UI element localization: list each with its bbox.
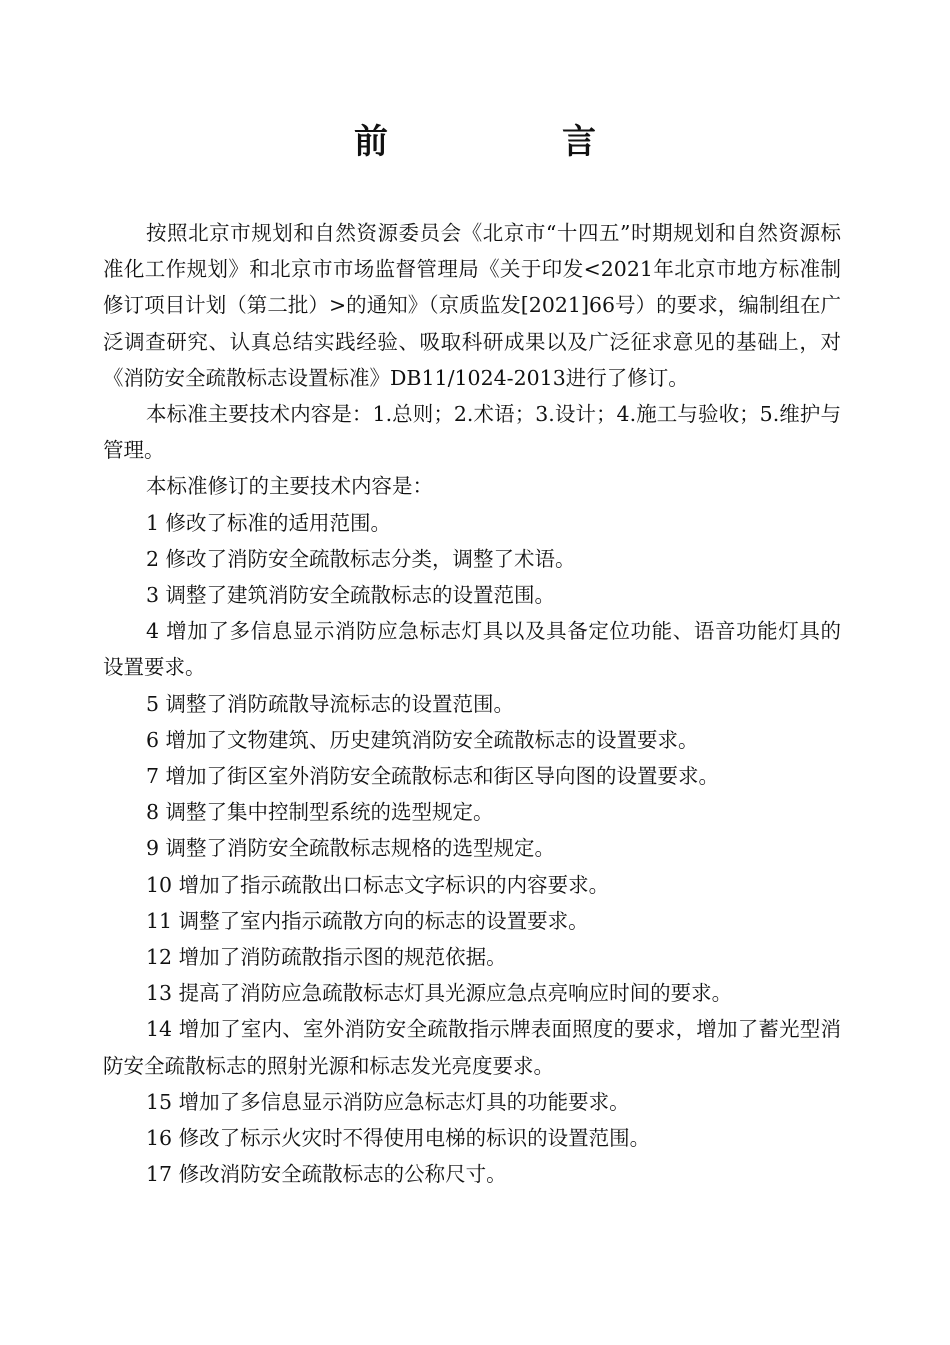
intro-paragraph: 按照北京市规划和自然资源委员会《北京市“十四五”时期规划和自然资源标准化工作规划》和北京市市场监督管理局《关于印发<2021年北京市地方标准制修订项目计划（第二批）>的通知》（京质监发[2021]66号）的要求，编制组在广泛调查研究、认真总结实践经验、吸取科研成果以及广泛征求意见的基础上，对《消防安全疏散标志设置标准》DB11/1024-2013进行了修订。 [103, 221, 841, 390]
revision-item: 12 增加了消防疏散指示图的规范依据。 [146, 945, 507, 970]
revision-item: 11 调整了室内指示疏散方向的标志的设置要求。 [146, 908, 589, 933]
main-content-paragraph: 本标准主要技术内容是：1.总则；2.术语；3.设计；4.施工与验收；5.维护与管理。 [103, 402, 841, 463]
revision-item: 3 调整了建筑消防安全疏散标志的设置范围。 [146, 583, 556, 608]
revision-item: 13 提高了消防应急疏散标志灯具光源应急点亮响应时间的要求。 [146, 981, 733, 1006]
revision-item: 17 修改消防安全疏散标志的公称尺寸。 [146, 1162, 507, 1187]
revision-item: 14 增加了室内、室外消防安全疏散指示牌表面照度的要求，增加了蓄光型消防安全疏散标志的照射光源和标志发光亮度要求。 [103, 1017, 841, 1078]
revision-item: 16 修改了标示火灾时不得使用电梯的标识的设置范围。 [146, 1126, 651, 1151]
revision-item: 7 增加了街区室外消防安全疏散标志和街区导向图的设置要求。 [146, 764, 720, 789]
revision-item: 10 增加了指示疏散出口标志文字标识的内容要求。 [146, 872, 610, 897]
revision-item: 15 增加了多信息显示消防应急标志灯具的功能要求。 [146, 1089, 630, 1114]
revision-heading: 本标准修订的主要技术内容是： [146, 474, 433, 499]
revision-item: 5 调整了消防疏散导流标志的设置范围。 [146, 691, 515, 716]
revision-item: 8 调整了集中控制型系统的选型规定。 [146, 800, 494, 825]
revision-item: 4 增加了多信息显示消防应急标志灯具以及具备定位功能、语音功能灯具的设置要求。 [103, 619, 841, 680]
revision-item: 2 修改了消防安全疏散标志分类，调整了术语。 [146, 546, 576, 571]
revision-item: 1 修改了标准的适用范围。 [146, 510, 392, 535]
page-title: 前 言 [354, 122, 666, 162]
revision-item: 9 调整了消防安全疏散标志规格的选型规定。 [146, 836, 556, 861]
revision-item: 6 增加了文物建筑、历史建筑消防安全疏散标志的设置要求。 [146, 727, 699, 752]
document-body [103, 215, 841, 1192]
